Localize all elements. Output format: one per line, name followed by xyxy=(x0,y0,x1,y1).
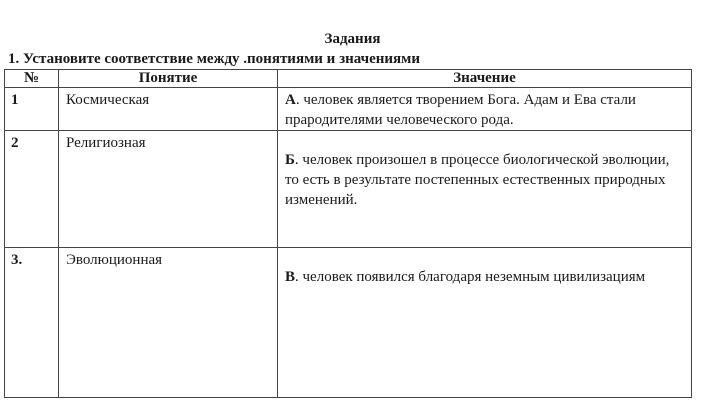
row-number: 2 xyxy=(5,131,59,248)
meaning-cell xyxy=(278,88,692,131)
matching-table xyxy=(4,69,692,398)
meaning-text: . человек произошел в процессе биологической эволюции, то есть в результате постепенных естественных природных изменений. xyxy=(285,152,670,208)
table-row xyxy=(5,131,692,248)
table-row xyxy=(5,88,692,131)
meaning-letter: А xyxy=(285,92,296,108)
header-concept: Понятие xyxy=(59,70,278,88)
meaning-text: . человек появился благодаря неземным цивилизациям xyxy=(295,269,646,285)
page-title: Задания xyxy=(324,31,381,47)
meaning-text: . человек является творением Бога. Адам и Ева стали прародителями человеческого рода. xyxy=(285,92,636,128)
concept-cell: Религиозная xyxy=(59,131,278,248)
header-meaning: Значение xyxy=(278,70,692,88)
table-header-row xyxy=(5,70,692,88)
header-number: № xyxy=(5,70,59,88)
concept-cell: Космическая xyxy=(59,88,278,131)
meaning-cell xyxy=(278,131,692,248)
meaning-letter: В xyxy=(285,269,296,285)
task-heading: 1. Установите соответствие между .понятиями и значениями xyxy=(8,51,421,67)
concept-cell: Эволюционная xyxy=(59,248,278,398)
row-number: 3. xyxy=(5,248,59,398)
meaning-letter: Б xyxy=(285,152,295,168)
row-number: 1 xyxy=(5,88,59,131)
meaning-cell xyxy=(278,248,692,398)
table-row xyxy=(5,248,692,398)
